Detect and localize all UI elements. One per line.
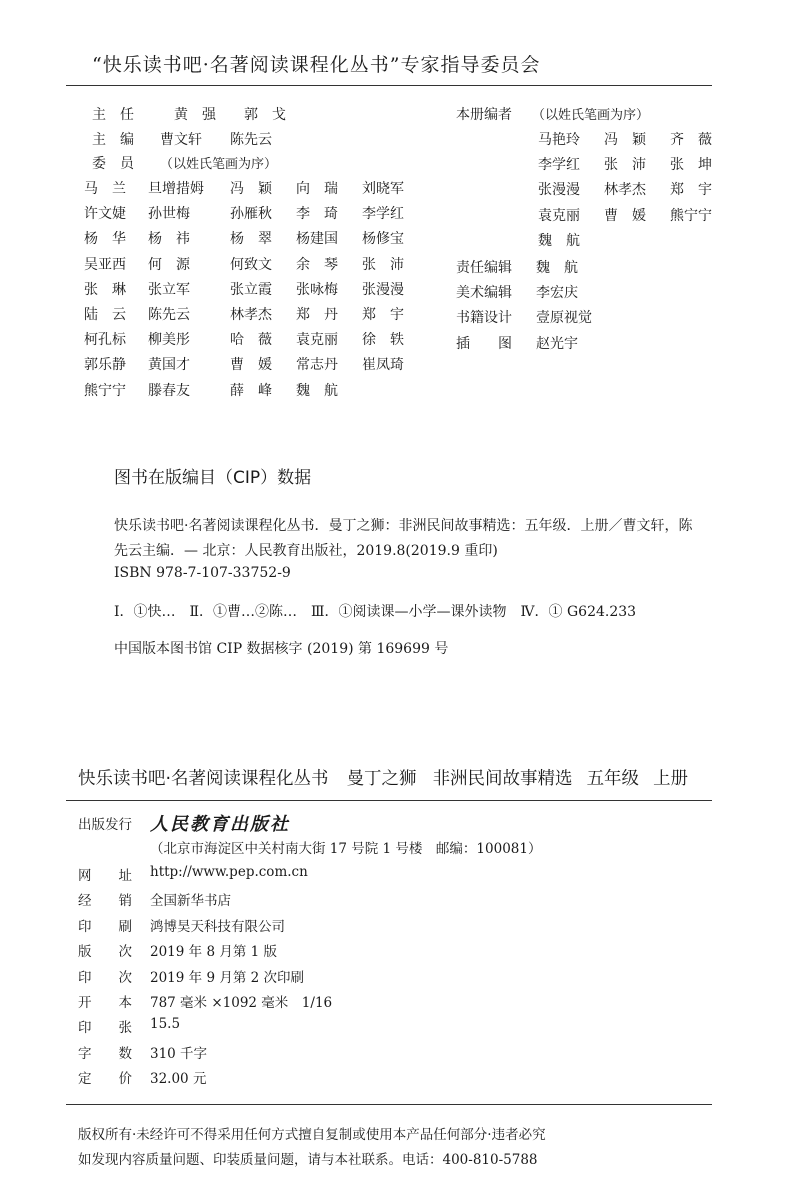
pub-row-label: 印 张	[78, 1020, 132, 1037]
editor-label: 主 编	[92, 132, 134, 148]
committee-member-name: 张咏梅	[296, 281, 338, 298]
pub-row-value: 787 毫米 ×1092 毫米 1/16	[150, 995, 333, 1011]
director-name-1: 黄 强	[174, 107, 216, 123]
pub-row-label: 经 销	[78, 893, 132, 910]
committee-member-name: 薛 峰	[230, 382, 272, 399]
committee-member-name: 冯 颖	[230, 181, 272, 197]
volume-editor-name: 魏 航	[538, 232, 580, 249]
committee-member-name: 吴亚西	[84, 256, 126, 273]
cip-title: 图书在版编目（CIP）数据	[114, 468, 312, 488]
pub-row-label: 印 次	[78, 969, 132, 986]
committee-member-name: 林孝杰	[230, 307, 272, 323]
volume-editor-name: 冯 颖	[604, 132, 646, 148]
volume-editor-name: 齐 薇	[670, 132, 712, 148]
director-label: 主 任	[92, 107, 134, 123]
committee-member-name: 孙世梅	[148, 206, 190, 223]
volume-editor-name: 马艳玲	[538, 132, 580, 148]
committee-member-name: 杨建国	[296, 231, 338, 248]
committee-member-name: 熊宁宁	[84, 382, 126, 399]
committee-member-name: 陆 云	[84, 307, 126, 323]
staff-role-label: 插 图	[456, 335, 512, 352]
pub-row-label: 定 价	[78, 1071, 132, 1088]
pub-row-value: 310 千字	[150, 1045, 208, 1062]
committee-member-name: 袁克丽	[296, 332, 338, 349]
committee-member-name: 曹 媛	[230, 357, 272, 374]
staff-role-label: 美术编辑	[456, 285, 512, 302]
committee-member-name: 张 琳	[84, 281, 126, 298]
volume-editor-name: 张漫漫	[538, 182, 580, 199]
volume-editor-name: 袁克丽	[538, 207, 580, 224]
committee-member-name: 张立霞	[230, 281, 272, 298]
committee-member-name: 余 琴	[296, 256, 338, 273]
committee-member-name: 崔凤琦	[362, 357, 404, 374]
book-name: 曼丁之狮	[346, 769, 417, 789]
committee-member-name: 李学红	[362, 206, 404, 223]
director-name-2: 郭 戈	[244, 107, 286, 123]
pub-row-value: 全国新华书店	[150, 893, 231, 910]
pub-row-label: 开 本	[78, 995, 132, 1011]
committee-member-name: 杨 祎	[148, 231, 190, 248]
committee-member-name: 旦增措姆	[148, 181, 204, 197]
pub-row-value: 2019 年 8 月第 1 版	[150, 944, 277, 961]
staff-name: 魏 航	[536, 260, 578, 276]
committee-member-name: 常志丹	[296, 357, 338, 374]
header-divider	[66, 85, 712, 86]
book-grade: 五年级	[586, 769, 640, 789]
cip-verify: 中国版本图书馆 CIP 数据核字 (2019) 第 169699 号	[114, 641, 449, 657]
committee-member-name: 杨 翠	[230, 231, 272, 248]
volume-editor-name: 张 坤	[670, 157, 712, 174]
committee-member-name: 滕春友	[148, 382, 190, 399]
volume-editor-name: 郑 宇	[670, 182, 712, 199]
committee-member-name: 杨 华	[84, 231, 126, 248]
staff-name: 李宏庆	[536, 285, 578, 302]
pub-row-label: 印 刷	[78, 918, 132, 935]
volume-editor-name: 林孝杰	[604, 182, 646, 199]
pub-row-label: 网 址	[78, 868, 132, 884]
committee-member-name: 孙雁秋	[230, 206, 272, 223]
committee-member-name: 向 瑞	[296, 181, 338, 197]
book-title	[78, 765, 688, 790]
staff-role-label: 责任编辑	[456, 260, 512, 276]
committee-member-name: 徐 轶	[362, 332, 404, 349]
staff-role-label: 书籍设计	[456, 310, 512, 327]
series-title: 快乐读书吧·名著阅读课程化丛书	[78, 769, 329, 789]
volume-editor-name: 李学红	[538, 157, 580, 174]
committee-member-name: 张漫漫	[362, 281, 404, 298]
committee-member-name: 张立军	[148, 281, 190, 298]
committee-member-name: 杨修宝	[362, 231, 404, 248]
volume-editors-note: （以姓氏笔画为序）	[532, 108, 650, 123]
publisher-label: 出版发行	[78, 817, 132, 833]
committee-header: “快乐读书吧·名著阅读课程化丛书”专家指导委员会	[92, 54, 541, 76]
publisher-logo: 人民教育出版社	[150, 814, 290, 835]
committee-member-name: 郑 宇	[362, 307, 404, 323]
committee-member-name: 马 兰	[84, 181, 126, 197]
committee-member-name: 张 沛	[362, 256, 404, 273]
committee-member-name: 魏 航	[296, 382, 338, 399]
staff-name: 赵光宇	[536, 335, 578, 352]
committee-member-name: 刘晓军	[362, 181, 404, 197]
pub-row-label: 版 次	[78, 944, 132, 961]
members-label: 委 员	[92, 156, 134, 172]
pub-row-label: 字 数	[78, 1045, 132, 1062]
committee-member-name: 柯孔标	[84, 332, 126, 349]
volume-editor-name: 张 沛	[604, 157, 646, 174]
cip-line-1: 快乐读书吧·名著阅读课程化丛书．曼丁之狮：非洲民间故事精选：五年级．上册／曹文轩，陈	[114, 518, 693, 534]
cip-classification: Ⅰ．①快… Ⅱ．①曹…②陈… Ⅲ．①阅读课—小学—课外读物 Ⅳ．① G624.233	[114, 604, 637, 620]
volume-editor-name: 曹 媛	[604, 207, 646, 224]
book-volume: 上册	[653, 769, 689, 789]
committee-member-name: 郭乐静	[84, 357, 126, 374]
committee-member-name: 陈先云	[148, 307, 190, 323]
committee-member-name: 哈 薇	[230, 332, 272, 349]
title-divider	[66, 800, 712, 801]
pub-row-value: http://www.pep.com.cn	[150, 864, 308, 880]
volume-editor-name: 熊宁宁	[670, 207, 712, 224]
committee-member-name: 何致文	[230, 256, 272, 273]
footer-divider	[66, 1104, 712, 1105]
publisher-address: （北京市海淀区中关村南大街 17 号院 1 号楼 邮编：100081）	[150, 841, 542, 857]
editor-name-1: 曹文轩	[160, 132, 202, 148]
copyright-notice: 版权所有·未经许可不得采用任何方式擅自复制或使用本产品任何部分·违者必究	[78, 1127, 546, 1143]
committee-member-name: 柳美彤	[148, 332, 190, 349]
book-subtitle: 非洲民间故事精选	[432, 769, 573, 789]
committee-member-name: 何 源	[148, 256, 190, 273]
committee-member-name: 郑 丹	[296, 307, 338, 323]
pub-row-value: 鸿博昊天科技有限公司	[150, 918, 285, 935]
committee-member-name: 许文婕	[84, 206, 126, 223]
staff-name: 壹原视觉	[536, 310, 592, 327]
pub-row-value: 32.00 元	[150, 1071, 207, 1088]
cip-line-2: 先云主编．— 北京：人民教育出版社，2019.8(2019.9 重印)	[114, 543, 498, 559]
cip-isbn: ISBN 978-7-107-33752-9	[114, 565, 291, 581]
committee-member-name: 李 琦	[296, 206, 338, 223]
pub-row-value: 15.5	[150, 1016, 181, 1033]
quality-contact: 如发现内容质量问题、印装质量问题，请与本社联系。电话：400-810-5788	[78, 1152, 538, 1168]
volume-editors-label: 本册编者	[456, 107, 512, 123]
members-note: （以姓氏笔画为序）	[160, 157, 278, 172]
editor-name-2: 陈先云	[230, 132, 272, 148]
committee-member-name: 黄国才	[148, 357, 190, 374]
pub-row-value: 2019 年 9 月第 2 次印刷	[150, 969, 304, 986]
